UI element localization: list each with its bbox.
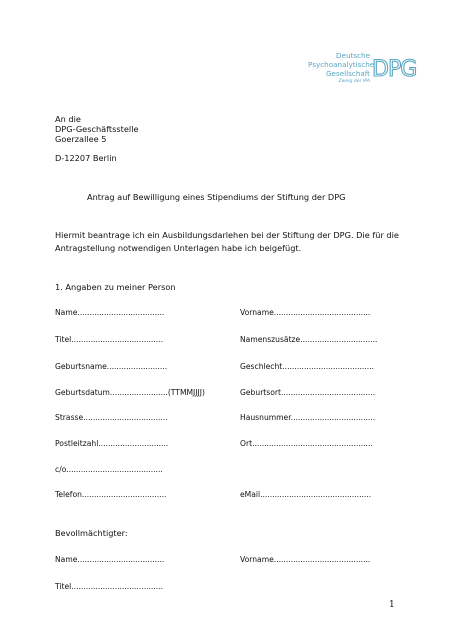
address-line-2: DPG-Geschäftsstelle [55,124,139,134]
intro-line-2: Antragstellung notwendigen Unterlagen habe ich beigefügt. [55,243,302,253]
logo-line-1: Deutsche [335,51,370,60]
field-email[interactable]: eMail.............................................. [240,490,372,499]
field-geburtsname[interactable]: Geburtsname......................... [55,362,168,371]
document-title: Antrag auf Bewilligung eines Stipendiums der Stiftung der DPG [87,192,346,202]
field-strasse[interactable]: Strasse................................... [55,413,168,422]
address-line-4: D-12207 Berlin [55,153,117,163]
dpg-logo-mark [372,50,417,90]
svg-text:DPG: DPG [372,57,417,82]
field-bevollmaechtigter-name[interactable]: Name.................................... [55,555,165,564]
section-heading-bevollmaechtigter: Bevollmächtigter: [55,528,128,538]
field-vorname[interactable]: Vorname........................................ [240,308,371,317]
field-bevollmaechtigter-vorname[interactable]: Vorname........................................ [240,555,371,564]
section-heading-personal: 1. Angaben zu meiner Person [55,282,176,292]
dpg-logo [308,50,417,96]
field-titel[interactable]: Titel...................................... [55,335,163,344]
field-postleitzahl[interactable]: Postleitzahl............................. [55,439,169,448]
field-namenszusaetze[interactable]: Namenszusätze................................ [240,335,378,344]
field-name[interactable]: Name.................................... [55,308,165,317]
field-ort[interactable]: Ort.................................................. [240,439,373,448]
field-geschlecht[interactable]: Geschlecht...................................... [240,362,374,371]
logo-line-4: Zweig der IPA [338,79,370,84]
field-geburtsdatum[interactable]: Geburtsdatum........................(TTMMJJJJ) [55,388,205,397]
logo-text [308,51,375,85]
address-line-3: Goerzallee 5 [55,134,107,144]
field-bevollmaechtigter-titel[interactable]: Titel...................................... [55,582,163,591]
field-co[interactable]: c/o........................................ [55,465,163,474]
field-telefon[interactable]: Telefon................................... [55,490,167,499]
logo-line-2: Psychoanalytische [308,60,375,69]
field-geburtsort[interactable]: Geburtsort....................................... [240,388,376,397]
address-line-1: An die [55,114,81,124]
intro-line-1: Hiermit beantrage ich ein Ausbildungsdarlehen bei der Stiftung der DPG. Die für die [55,230,399,240]
logo-line-3: Gesellschaft [325,69,370,78]
field-hausnummer[interactable]: Hausnummer................................... [240,413,376,422]
page-number: 1 [389,600,395,610]
